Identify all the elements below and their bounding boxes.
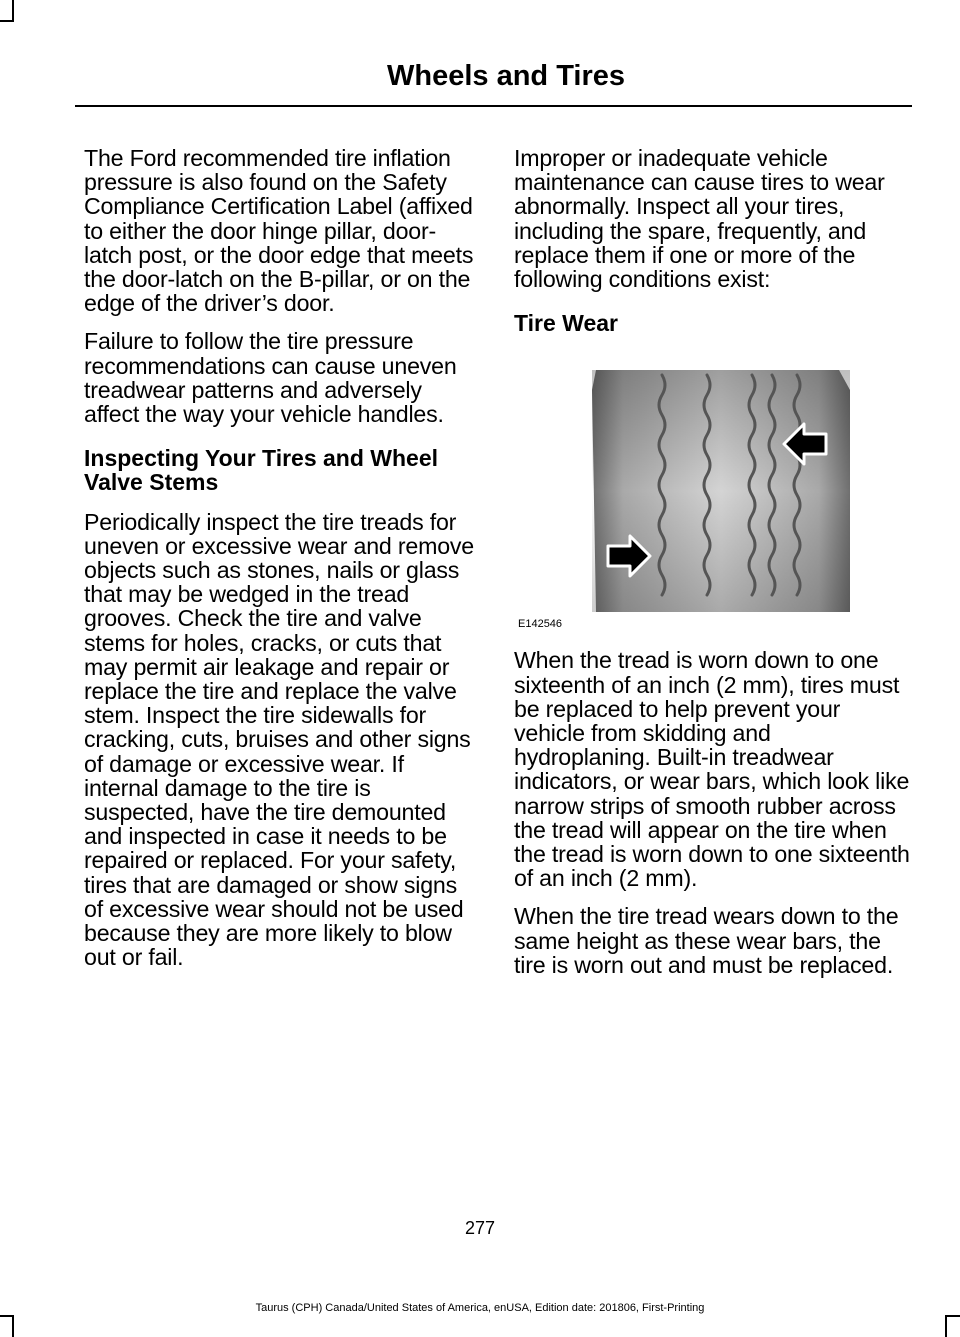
page-title: Wheels and Tires: [387, 60, 625, 92]
paragraph: The Ford recommended tire inflation pressure is also found on the Safety Compliance Certification Label (affixed to either the door hinge pillar, door-latch post, or the door edge that meets the door-latch on the B-pillar, or on the edge of the driver’s door.: [84, 145, 474, 317]
tire-tread-wear-illustration-icon: [514, 350, 850, 632]
paragraph: When the tire tread wears down to the same height as these wear bars, the tire is worn out and must be replaced.: [514, 903, 899, 978]
left-column: [84, 146, 478, 984]
section-heading: Tire Wear: [514, 310, 618, 337]
paragraph: When the tread is worn down to one sixteenth of an inch (2 mm), tires must be replaced to help prevent your vehicle from skidding and hydroplaning. Built-in treadwear indicators, or wear bars, which look like narrow strips of smooth rubber across the tread will appear on the tire when the tread is worn down to one sixteenth of an inch (2 mm).: [514, 647, 910, 892]
crop-mark: [0, 1315, 14, 1317]
page-number: 277: [464, 1218, 496, 1238]
tire-wear-figure: [514, 350, 850, 632]
paragraph: Improper or inadequate vehicle maintenance can cause tires to wear abnormally. Inspect all your tires, including the spare, frequently, and replace them if one or more of the following conditions exist:: [514, 145, 885, 293]
section-heading: Inspecting Your Tires and Wheel Valve Stems: [84, 445, 439, 496]
crop-mark: [945, 1315, 947, 1337]
paragraph: Failure to follow the tire pressure recommendations can cause uneven treadwear patterns and adversely affect the way your vehicle handles.: [84, 328, 457, 428]
right-column: [514, 146, 910, 991]
crop-mark: [945, 1315, 960, 1317]
figure-code: E142546: [518, 618, 563, 631]
paragraph: Periodically inspect the tire treads for uneven or excessive wear and remove objects such as stones, nails or glass that may be wedged in the tread grooves. Check the tire and valve stems for holes, cracks, or cuts that may permit air leakage and repair or replace the tire and replace the valve stem. Inspect the tire sidewalls for cracking, cuts, bruises and other signs of damage or excessive wear. If internal damage to the tire is suspected, have the tire demounted and inspected in case it needs to be repaired or replaced. For your safety, tires that are damaged or show signs of excessive wear should not be used because they are more likely to blow out or fail.: [84, 508, 474, 971]
crop-mark: [12, 0, 14, 22]
header-divider: [75, 105, 912, 107]
crop-mark: [0, 20, 14, 22]
crop-mark: [12, 1315, 14, 1337]
footer-text: Taurus (CPH) Canada/United States of America, enUSA, Edition date: 201806, First-Printing: [255, 1302, 705, 1314]
